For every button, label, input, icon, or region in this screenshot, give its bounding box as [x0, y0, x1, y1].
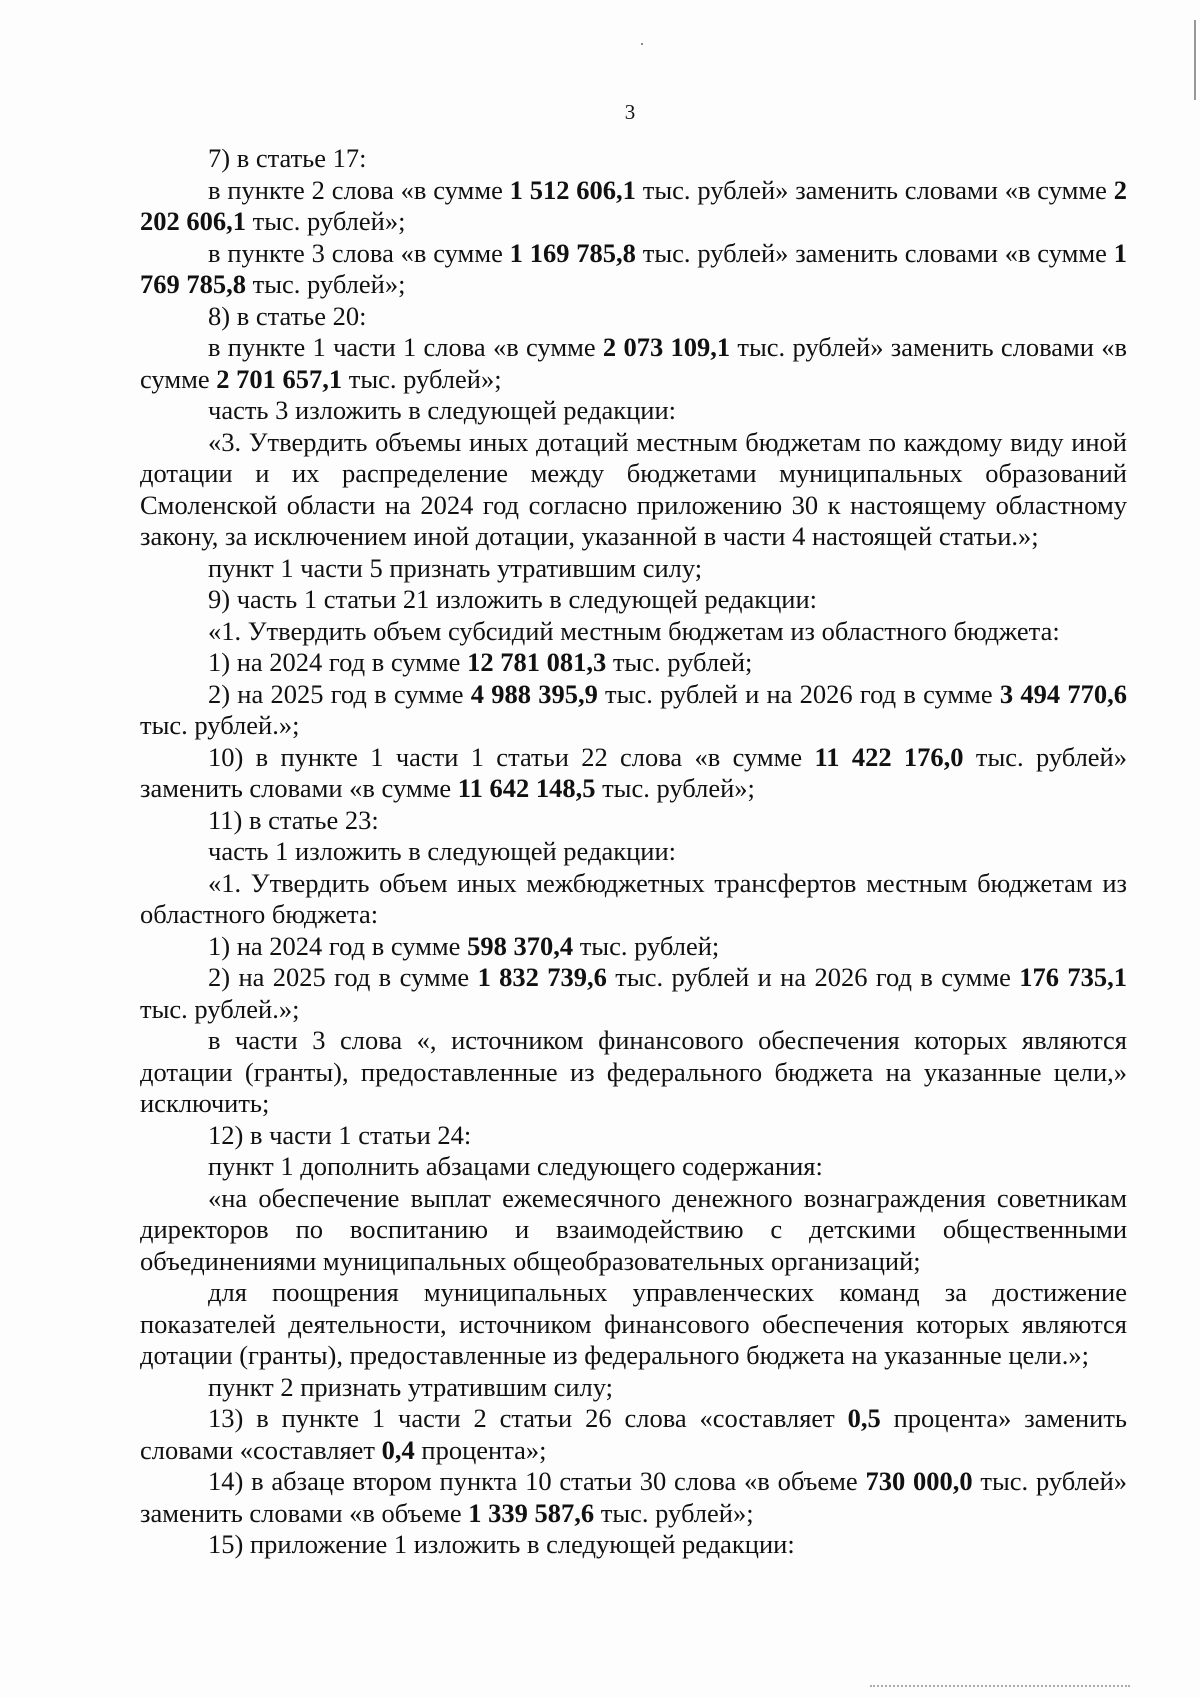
text-run: 1) на 2024 год в сумме	[208, 930, 468, 961]
document-body	[140, 143, 1127, 1561]
bold-amount: 4 988 395,9	[470, 678, 598, 709]
text-run: пункт 1 части 5 признать утратившим силу;	[208, 552, 703, 583]
paragraph	[140, 868, 1127, 931]
text-run: тыс. рублей и на 2026 год в сумме	[597, 678, 1000, 709]
text-run: 1) на 2024 год в сумме	[208, 647, 468, 677]
text-run: тыс. рублей;	[573, 930, 720, 961]
text-run: тыс. рублей»;	[595, 773, 755, 803]
bold-amount: 2 701 657,1	[216, 363, 343, 394]
bold-amount: 176 735,1	[1019, 962, 1128, 992]
paragraph	[140, 616, 1127, 648]
bold-amount: 730 000,0	[865, 1466, 973, 1496]
paragraph	[140, 931, 1127, 963]
text-run: 2) на 2025 год в сумме	[208, 962, 478, 992]
paragraph	[140, 1183, 1127, 1278]
text-run: пункт 1 дополнить абзацами следующего содержания:	[208, 1151, 823, 1181]
scan-artifact-bottom	[870, 1685, 1130, 1693]
text-run: тыс. рублей» заменить словами «в сумме	[140, 332, 1128, 394]
paragraph	[140, 143, 1127, 175]
text-run: в пункте 2 слова «в сумме	[208, 174, 510, 205]
text-run: часть 3 изложить в следующей редакции:	[208, 395, 676, 425]
text-run: тыс. рублей» заменить словами «в объеме	[140, 1466, 1128, 1528]
text-run: в пункте 3 слова «в сумме	[208, 237, 510, 268]
text-run: для поощрения муниципальных управленческих команд за достижение показателей деятельности, источником финансового обеспечения которых являются дотации (гранты), предоставленные из федерального бюджета на указанные цели.»;	[140, 1277, 1127, 1370]
bold-amount: 1 769 785,8	[140, 237, 1127, 299]
text-run: «1. Утвердить объем субсидий местным бюджетам из областного бюджета:	[208, 615, 1060, 646]
paragraph	[140, 427, 1127, 553]
text-run: часть 1 изложить в следующей редакции:	[208, 836, 676, 866]
paragraph	[140, 584, 1127, 616]
text-run: 15) приложение 1 изложить в следующей редакции:	[208, 1529, 795, 1559]
paragraph	[140, 1151, 1127, 1183]
text-run: «1. Утвердить объем иных межбюджетных трансфертов местным бюджетам из областного бюджета:	[140, 867, 1127, 929]
paragraph	[140, 647, 1127, 679]
text-run: тыс. рублей»;	[594, 1497, 754, 1528]
paragraph	[140, 1403, 1127, 1466]
text-run: 2) на 2025 год в сумме	[208, 678, 471, 709]
text-run: тыс. рублей» заменить словами «в сумме	[635, 237, 1114, 268]
text-run: процента» заменить словами «составляет	[140, 1403, 1127, 1465]
text-run: тыс. рублей» заменить словами «в сумме	[140, 741, 1127, 803]
paragraph	[140, 332, 1127, 395]
text-run: «3. Утвердить объемы иных дотаций местным бюджетам по каждому виду иной дотации и их распределение между бюджетами муниципальных образований Смоленской области на 2024 год согласно приложению 30 к настоящему областному закону, за исключением иной дотации, указанной в части 4 настоящей статьи.»;	[140, 426, 1127, 551]
bold-amount: 11 642 148,5	[457, 773, 596, 803]
paragraph	[140, 679, 1127, 742]
bold-amount: 1 512 606,1	[509, 174, 636, 205]
text-run: 8) в статье 20:	[208, 300, 367, 331]
bold-amount: 598 370,4	[467, 930, 574, 961]
paragraph	[140, 238, 1127, 301]
bold-amount: 2 202 606,1	[140, 174, 1127, 236]
bold-amount: 1 339 587,6	[468, 1497, 595, 1528]
paragraph	[140, 1277, 1127, 1372]
scan-artifact-dot	[641, 43, 643, 45]
scan-artifact-edge	[1194, 20, 1196, 100]
text-run: 11) в статье 23:	[208, 804, 379, 835]
bold-amount: 1 169 785,8	[509, 237, 636, 268]
bold-amount: 2 073 109,1	[602, 332, 731, 362]
text-run: 14) в абзаце втором пункта 10 статьи 30 слова «в объеме	[208, 1466, 866, 1496]
text-run: процента»;	[414, 1434, 547, 1465]
text-run: 7) в статье 17:	[208, 143, 367, 173]
bold-amount: 1 832 739,6	[477, 962, 607, 992]
text-run: пункт 2 признать утратившим силу;	[208, 1371, 614, 1402]
text-run: тыс. рублей и на 2026 год в сумме	[606, 962, 1020, 992]
text-run: тыс. рублей»;	[246, 206, 406, 236]
text-run: 9) часть 1 статьи 21 изложить в следующей редакции:	[208, 584, 818, 614]
paragraph	[140, 1120, 1127, 1152]
paragraph	[140, 805, 1127, 837]
page-number: 3	[624, 100, 636, 124]
bold-amount: 0,5	[847, 1403, 881, 1433]
text-run: в части 3 слова «, источником финансового обеспечения которых являются дотации (гранты), предоставленные из федерального бюджета на указанные цели,» исключить;	[140, 1025, 1127, 1118]
paragraph	[140, 175, 1127, 238]
text-run: тыс. рублей.»;	[140, 993, 300, 1024]
text-run: тыс. рублей» заменить словами «в сумме	[635, 174, 1114, 205]
text-run: «на обеспечение выплат ежемесячного денежного вознаграждения советникам директоров по воспитанию и взаимодействию с детскими общественными объединениями муниципальных общеобразовательных организаций;	[140, 1182, 1127, 1276]
paragraph	[140, 742, 1127, 805]
paragraph	[140, 1529, 1127, 1561]
text-run: тыс. рублей»;	[246, 269, 406, 299]
paragraph	[140, 301, 1127, 333]
bold-amount: 12 781 081,3	[467, 647, 607, 677]
bold-amount: 0,4	[381, 1434, 415, 1465]
text-run: 12) в части 1 статьи 24:	[208, 1119, 472, 1150]
text-run: в пункте 1 части 1 слова «в сумме	[208, 332, 603, 362]
paragraph	[140, 395, 1127, 427]
paragraph	[140, 836, 1127, 868]
text-run: тыс. рублей»;	[342, 363, 502, 394]
text-run: 13) в пункте 1 части 2 статьи 26 слова «составляет	[208, 1403, 848, 1433]
paragraph	[140, 962, 1127, 1025]
bold-amount: 11 422 176,0	[814, 741, 964, 772]
text-run: тыс. рублей.»;	[140, 710, 300, 740]
paragraph	[140, 1372, 1127, 1404]
text-run: тыс. рублей;	[606, 647, 753, 677]
text-run: 10) в пункте 1 части 1 статьи 22 слова «в сумме	[208, 741, 815, 772]
bold-amount: 3 494 770,6	[999, 678, 1128, 709]
paragraph	[140, 1025, 1127, 1120]
paragraph	[140, 553, 1127, 585]
paragraph	[140, 1466, 1127, 1529]
